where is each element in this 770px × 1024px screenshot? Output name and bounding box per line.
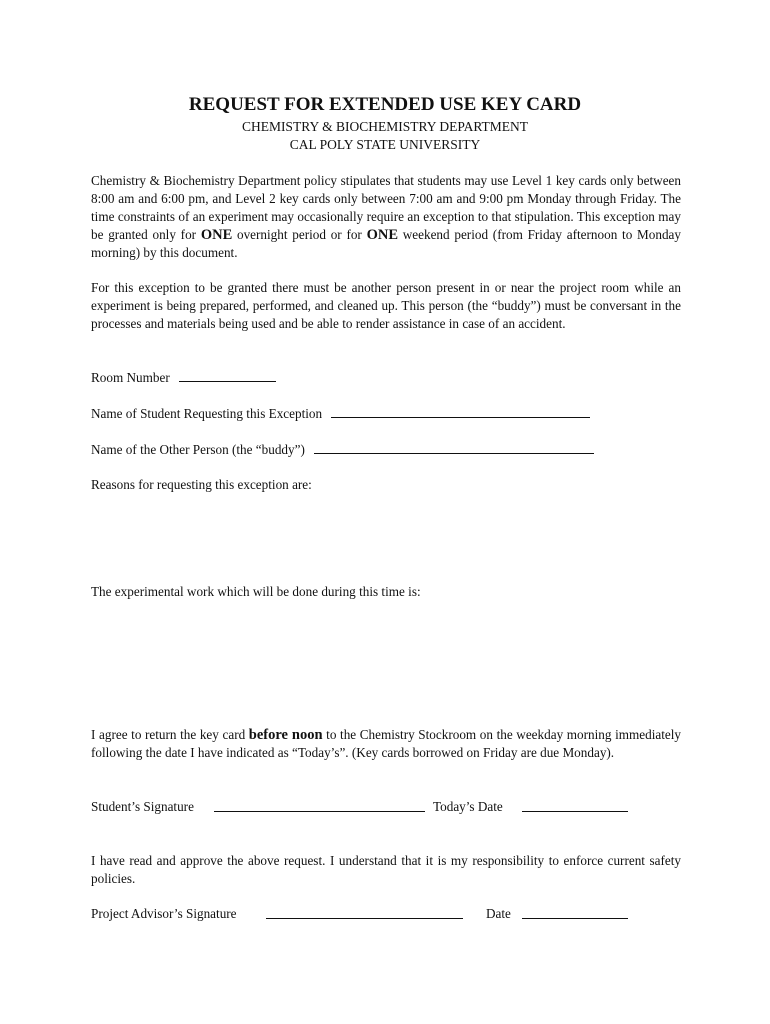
- student-signature-label: Student’s Signature: [91, 799, 194, 814]
- agreement-text-2: to the Chemistry Stockroom on the weekday morning immediately following the date I have indicated as “Today’s”. (Key cards borrowed on Friday are due Monday).: [91, 727, 681, 760]
- policy-emphasis-one-weekend: ONE: [366, 227, 398, 243]
- university-name: CAL POLY STATE UNIVERSITY: [289, 137, 481, 152]
- policy-text-2: overnight period or for: [232, 227, 367, 242]
- advisor-approval-paragraph: I have read and approve the above request. I understand that it is my responsibility to enforce current safety policies.: [91, 853, 681, 886]
- student-signature-field[interactable]: [214, 799, 425, 812]
- reasons-answer-area[interactable]: [91, 497, 681, 577]
- form-title: REQUEST FOR EXTENDED USE KEY CARD: [188, 94, 582, 115]
- experimental-work-label: The experimental work which will be done during this time is:: [91, 584, 421, 599]
- agreement-emphasis: before noon: [248, 727, 323, 743]
- buddy-name-row: [91, 441, 594, 458]
- agreement-paragraph: [91, 726, 681, 762]
- student-name-label: Name of Student Requesting this Exception: [91, 406, 323, 421]
- room-number-label: Room Number: [91, 370, 170, 385]
- policy-text-3: weekend period (from Friday afternoon to Monday morning) by this document.: [91, 227, 681, 260]
- buddy-name-field[interactable]: [314, 441, 594, 454]
- todays-date-field[interactable]: [522, 799, 628, 812]
- policy-emphasis-one: ONE: [200, 227, 233, 243]
- room-number-field[interactable]: [179, 369, 276, 382]
- student-name-row: [91, 405, 590, 422]
- experimental-work-answer-area[interactable]: [91, 604, 681, 719]
- advisor-date-label: Date: [486, 906, 511, 921]
- reasons-label: Reasons for requesting this exception are:: [91, 477, 312, 492]
- advisor-signature-label: Project Advisor’s Signature: [91, 906, 237, 921]
- department-name: CHEMISTRY & BIOCHEMISTRY DEPARTMENT: [241, 119, 529, 134]
- room-number-row: [91, 369, 276, 386]
- policy-text-1: Chemistry & Biochemistry Department policy stipulates that students may use Level 1 key cards only between 8:00 am and 6:00 pm, and Level 2 key cards only between 7:00 am and 9:00 pm Monday through Friday. The time constraints of an experiment may occasionally require an exception to that stipulation. This exception may be granted only for: [91, 173, 681, 242]
- todays-date-label: Today’s Date: [433, 799, 503, 814]
- agreement-text-1: I agree to return the key card: [91, 727, 249, 742]
- advisor-signature-field[interactable]: [266, 906, 463, 919]
- student-name-field[interactable]: [331, 405, 590, 418]
- policy-paragraph: [91, 172, 681, 262]
- advisor-date-field[interactable]: [522, 906, 628, 919]
- buddy-rule-paragraph: For this exception to be granted there must be another person present in or near the project room while an experiment is being prepared, performed, and cleaned up. This person (the “buddy”) must be conversant in the processes and materials being used and be able to render assistance in case of an accident.: [91, 280, 681, 331]
- buddy-name-label: Name of the Other Person (the “buddy”): [91, 442, 305, 457]
